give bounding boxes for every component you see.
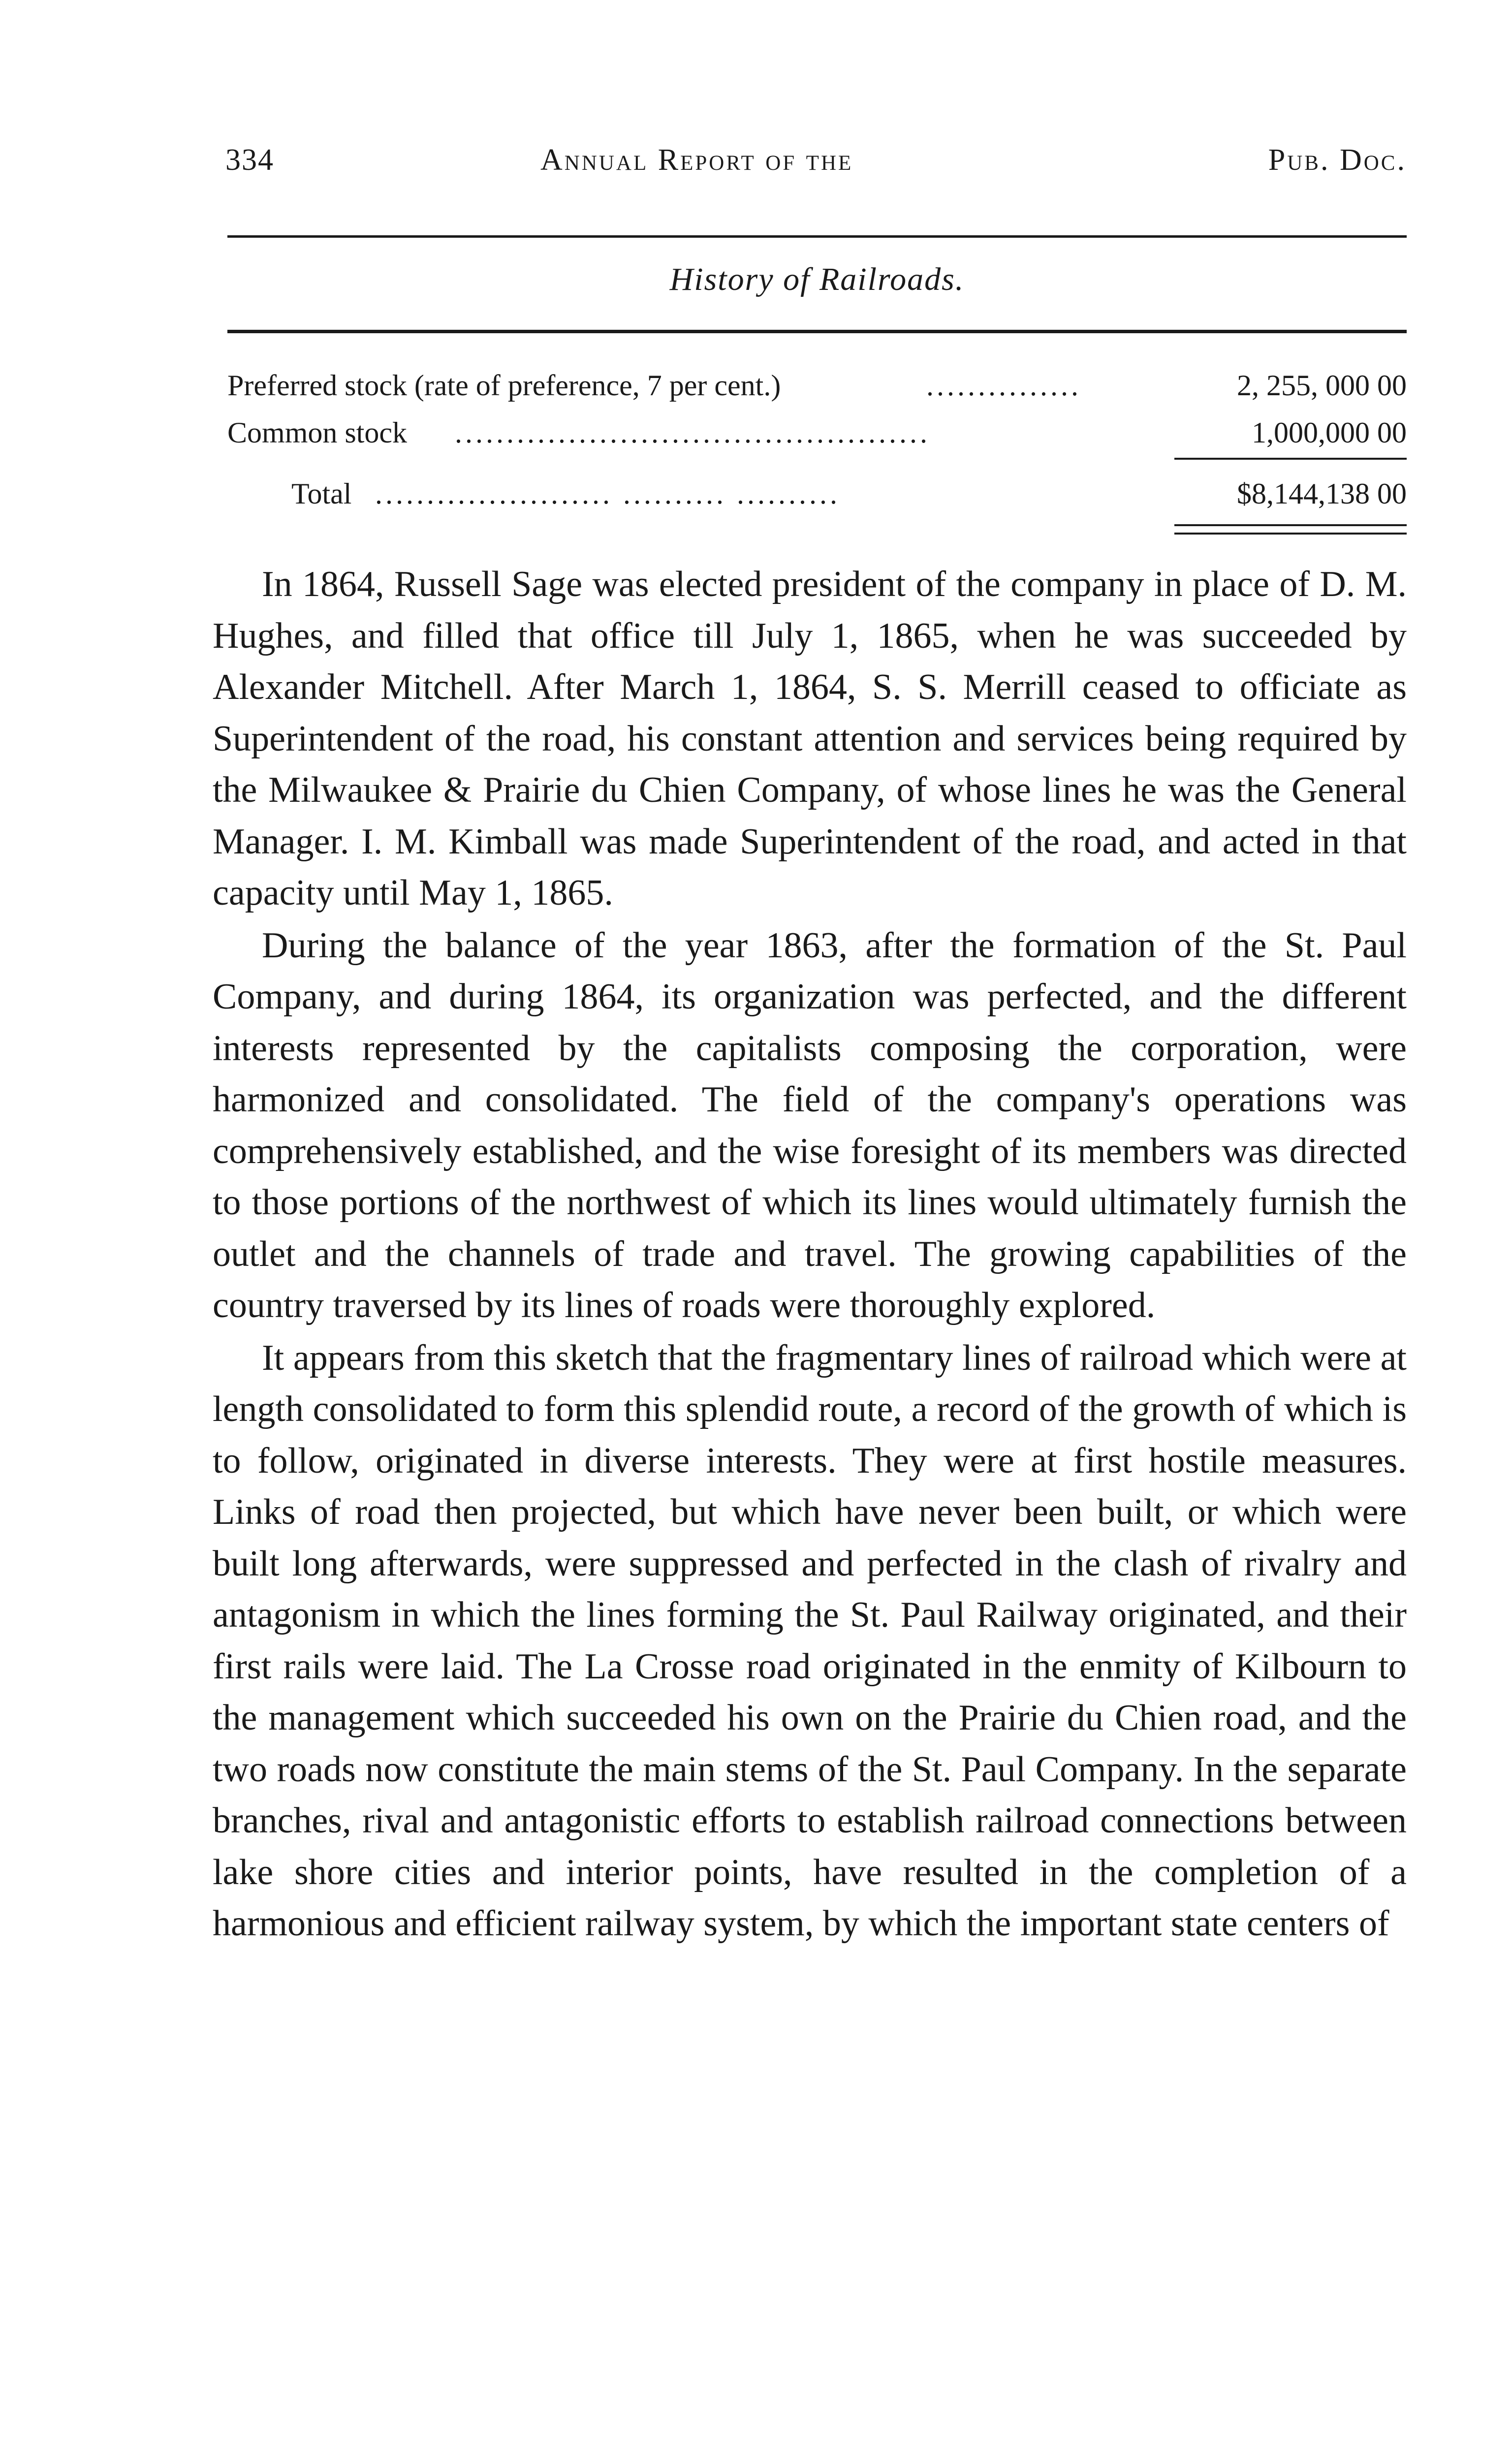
stock-value: $8,144,138 00 <box>1237 477 1407 510</box>
paragraph: During the balance of the year 1863, after the formation of the St. Paul Company, and during 1864, its organization was perfected, and the different interests represented by the capitalists composing the corporation, were harmonized and consolidated. The field of the company's operations was comprehensively established, and the wise foresight of its members was directed to those portions of the northwest of which its lines would ultimately furnish the outlet and the channels of trade and travel. The growing capabilities of the country traversed by its lines of roads were thoroughly explored. <box>213 925 1407 1325</box>
paragraph: In 1864, Russell Sage was elected president of the company in place of D. M. Hughes, and filled that office till July 1, 1865, when he was succeeded by Alexander Mitchell. After March 1, 1864, S. S. Merrill ceased to officiate as Superintendent of the road, his constant attention and services being required by the Milwaukee & Prairie du Chien Company, of whose lines he was the General Manager. I. M. Kimball was made Superintendent of the road, and acted in that capacity until May 1, 1865. <box>213 564 1407 913</box>
stock-value: 2, 255, 000 00 <box>1237 369 1407 402</box>
stock-label: Preferred stock (rate of preference, 7 per cent.) <box>227 369 781 402</box>
paragraph: It appears from this sketch that the fragmentary lines of railroad which were at length consolidated to form this splendid route, a record of the growth of which is to follow, originated in diverse interests. They were at first hostile measures. Links of road then projected, but which have never been built, or which were built long afterwards, were suppressed and perfected in the clash of rivalry and antagonism in which the lines forming the St. Paul Railway originated, and their first rails were laid. The La Crosse road originated in the enmity of Kilbourn to the management which succeeded his own on the Prairie du Chien road, and the two roads now constitute the main stems of the St. Paul Company. In the separate branches, rival and antagonistic efforts to establish railroad connections between lake shore cities and interior points, have resulted in the completion of a harmonious and efficient railway system, by which the important state centers of <box>213 1337 1407 1944</box>
stock-label: Total <box>291 477 352 510</box>
stock-label: Common stock <box>227 416 408 449</box>
running-title: Annual Report of the <box>540 143 853 177</box>
document-designation: Pub. Doc. <box>1268 143 1407 177</box>
total-double-rule <box>1174 533 1407 535</box>
page-number: 334 <box>225 143 274 177</box>
stock-value: 1,000,000 00 <box>1252 416 1407 449</box>
dot-leaders: ............... <box>926 369 1081 402</box>
dot-leaders: .............................................. <box>455 416 930 449</box>
dot-leaders: ....................... .......... .......... <box>375 477 840 510</box>
stock-table <box>227 362 1407 517</box>
section-rule <box>227 330 1407 333</box>
stock-row-preferred <box>227 362 1407 409</box>
total-double-rule <box>1174 524 1407 526</box>
body-text <box>213 559 1407 1950</box>
running-head <box>225 133 1407 187</box>
stock-row-common <box>227 409 1407 456</box>
section-title: History of Railroads. <box>669 261 965 297</box>
sum-rule <box>1174 458 1407 460</box>
header-rule <box>227 235 1407 238</box>
stock-row-total <box>227 470 1407 517</box>
